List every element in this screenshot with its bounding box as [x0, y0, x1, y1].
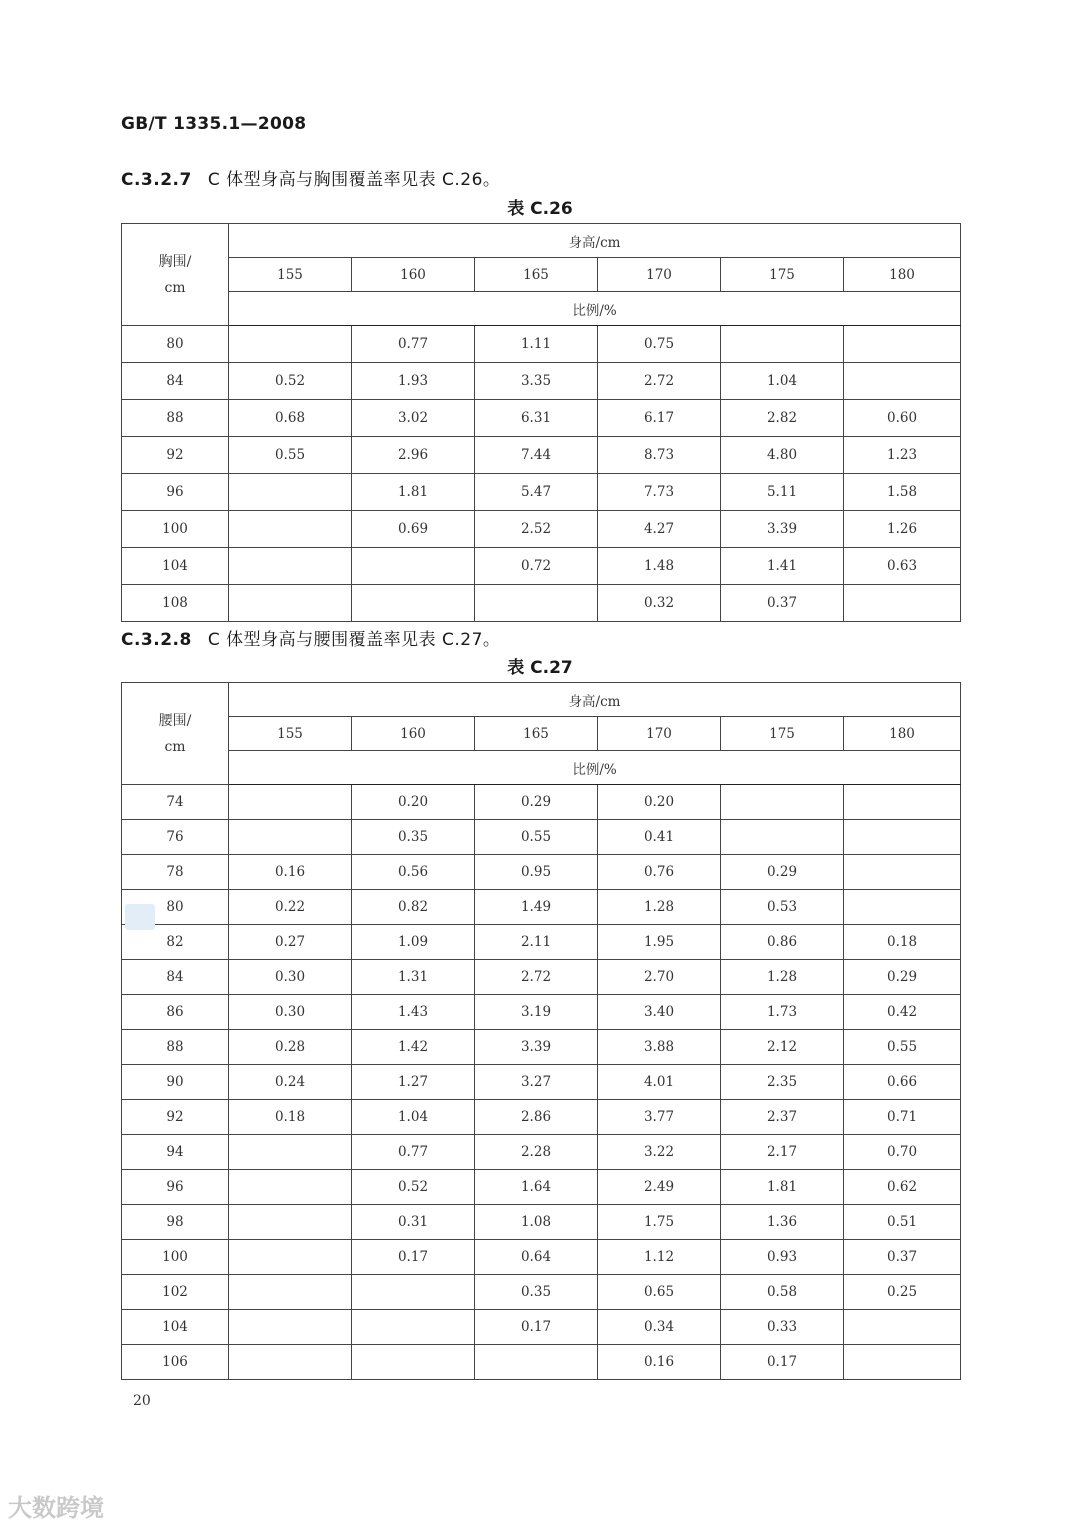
table-cell: 1.04 — [721, 363, 844, 400]
table-cell: 1.23 — [844, 437, 961, 474]
table-cell: 0.52 — [229, 363, 352, 400]
row-label: 100 — [122, 1240, 229, 1275]
unit-header: 比例/% — [229, 751, 961, 785]
table-cell: 0.58 — [721, 1275, 844, 1310]
table-cell: 0.20 — [352, 785, 475, 820]
watermark-logo — [8, 1488, 104, 1523]
table-cell: 2.28 — [475, 1135, 598, 1170]
table-cell: 0.68 — [229, 400, 352, 437]
table-cell: 1.42 — [352, 1030, 475, 1065]
row-header-unit: cm — [164, 738, 186, 755]
clause-c328 — [121, 625, 500, 650]
table-cell — [844, 1345, 961, 1380]
clause-c327 — [121, 165, 500, 190]
row-header — [122, 224, 229, 326]
col-group-header: 身高/cm — [229, 683, 961, 717]
table-row — [122, 548, 961, 585]
table-cell: 0.69 — [352, 511, 475, 548]
table-cell — [844, 855, 961, 890]
table-row — [122, 1240, 961, 1275]
table-cell: 0.64 — [475, 1240, 598, 1275]
table-cell — [844, 326, 961, 363]
table-cell — [844, 363, 961, 400]
table-cell: 1.73 — [721, 995, 844, 1030]
col-header: 155 — [229, 717, 352, 751]
table-cell: 2.82 — [721, 400, 844, 437]
row-label: 92 — [122, 437, 229, 474]
table-cell: 0.55 — [229, 437, 352, 474]
table-cell — [229, 1170, 352, 1205]
col-header: 170 — [598, 258, 721, 292]
table-cell: 0.93 — [721, 1240, 844, 1275]
table-cell: 0.30 — [229, 960, 352, 995]
table-row — [122, 326, 961, 363]
table-cell: 0.16 — [598, 1345, 721, 1380]
row-label: 80 — [122, 326, 229, 363]
row-label: 108 — [122, 585, 229, 622]
table-cell: 0.33 — [721, 1310, 844, 1345]
table-row — [122, 474, 961, 511]
row-label: 86 — [122, 995, 229, 1030]
table-cell: 1.48 — [598, 548, 721, 585]
table-row — [122, 1170, 961, 1205]
table-cell: 0.62 — [844, 1170, 961, 1205]
table-row — [122, 855, 961, 890]
clause-number: C.3.2.7 — [121, 170, 192, 190]
table-cell: 3.39 — [721, 511, 844, 548]
table-row — [122, 400, 961, 437]
table-cell — [229, 785, 352, 820]
table-row — [122, 1275, 961, 1310]
table-cell: 0.37 — [721, 585, 844, 622]
table-cell: 0.25 — [844, 1275, 961, 1310]
table-cell — [721, 326, 844, 363]
row-header-unit: cm — [164, 279, 186, 296]
table-row — [122, 1345, 961, 1380]
table-cell — [844, 785, 961, 820]
row-label: 96 — [122, 1170, 229, 1205]
table-cell: 0.77 — [352, 1135, 475, 1170]
clause-text: C 体型身高与胸围覆盖率见表 C.26。 — [207, 170, 501, 190]
table-cell: 0.17 — [352, 1240, 475, 1275]
table-c27 — [121, 682, 961, 1380]
table-cell — [475, 1345, 598, 1380]
table-cell — [721, 785, 844, 820]
standard-code: GB/T 1335.1—2008 — [121, 114, 307, 134]
table-cell: 0.18 — [844, 925, 961, 960]
table-cell: 0.75 — [598, 326, 721, 363]
table-cell — [352, 1345, 475, 1380]
table-cell: 0.51 — [844, 1205, 961, 1240]
table-cell: 0.27 — [229, 925, 352, 960]
table-cell: 0.17 — [475, 1310, 598, 1345]
table-cell: 7.73 — [598, 474, 721, 511]
table-cell: 1.04 — [352, 1100, 475, 1135]
col-header: 165 — [475, 258, 598, 292]
table-cell: 4.80 — [721, 437, 844, 474]
table-cell: 0.18 — [229, 1100, 352, 1135]
clause-number: C.3.2.8 — [121, 630, 192, 650]
table-cell: 4.01 — [598, 1065, 721, 1100]
table-cell: 0.35 — [352, 820, 475, 855]
col-group-header: 身高/cm — [229, 224, 961, 258]
table-cell: 1.41 — [721, 548, 844, 585]
table-cell: 0.22 — [229, 890, 352, 925]
table-cell: 3.40 — [598, 995, 721, 1030]
table-cell: 2.35 — [721, 1065, 844, 1100]
table-row — [122, 1205, 961, 1240]
table-cell: 0.82 — [352, 890, 475, 925]
table-row — [122, 1030, 961, 1065]
table-cell: 4.27 — [598, 511, 721, 548]
table-cell: 1.81 — [352, 474, 475, 511]
row-label: 98 — [122, 1205, 229, 1240]
table-cell — [229, 548, 352, 585]
table-row — [122, 363, 961, 400]
table-row — [122, 511, 961, 548]
table-cell: 2.17 — [721, 1135, 844, 1170]
table-cell: 0.63 — [844, 548, 961, 585]
table-cell: 0.66 — [844, 1065, 961, 1100]
table-cell: 0.42 — [844, 995, 961, 1030]
table-cell — [229, 326, 352, 363]
table-caption-c27: 表 C.27 — [507, 658, 573, 678]
col-header: 180 — [844, 717, 961, 751]
table-cell: 7.44 — [475, 437, 598, 474]
row-label: 82 — [122, 925, 229, 960]
table-cell: 2.96 — [352, 437, 475, 474]
col-header: 175 — [721, 258, 844, 292]
row-label: 80 — [122, 890, 229, 925]
table-cell: 3.88 — [598, 1030, 721, 1065]
table-cell: 1.28 — [598, 890, 721, 925]
table-cell: 1.64 — [475, 1170, 598, 1205]
table-row — [122, 1135, 961, 1170]
table-cell: 1.43 — [352, 995, 475, 1030]
row-label: 102 — [122, 1275, 229, 1310]
col-header: 155 — [229, 258, 352, 292]
table-cell: 0.31 — [352, 1205, 475, 1240]
table-row — [122, 437, 961, 474]
page-number: 20 — [133, 1393, 151, 1409]
table-cell: 0.17 — [721, 1345, 844, 1380]
table-cell: 5.47 — [475, 474, 598, 511]
table-cell — [352, 1275, 475, 1310]
table-cell: 2.49 — [598, 1170, 721, 1205]
table-cell — [229, 1345, 352, 1380]
table-row — [122, 1100, 961, 1135]
table-cell: 0.37 — [844, 1240, 961, 1275]
col-header: 165 — [475, 717, 598, 751]
row-label: 94 — [122, 1135, 229, 1170]
table-cell: 3.19 — [475, 995, 598, 1030]
table-cell: 0.35 — [475, 1275, 598, 1310]
table-cell — [352, 548, 475, 585]
table-cell: 1.26 — [844, 511, 961, 548]
table-row — [122, 1310, 961, 1345]
table-cell — [229, 511, 352, 548]
table-cell: 0.32 — [598, 585, 721, 622]
table-cell: 1.08 — [475, 1205, 598, 1240]
table-cell: 3.39 — [475, 1030, 598, 1065]
row-label: 74 — [122, 785, 229, 820]
row-label: 90 — [122, 1065, 229, 1100]
table-cell: 0.24 — [229, 1065, 352, 1100]
table-cell: 0.16 — [229, 855, 352, 890]
table-cell: 1.09 — [352, 925, 475, 960]
table-row — [122, 585, 961, 622]
table-cell: 3.35 — [475, 363, 598, 400]
table-row — [122, 960, 961, 995]
table-cell: 0.52 — [352, 1170, 475, 1205]
table-cell: 0.20 — [598, 785, 721, 820]
table-cell — [844, 1310, 961, 1345]
table-cell: 0.72 — [475, 548, 598, 585]
table-cell: 8.73 — [598, 437, 721, 474]
table-cell: 2.70 — [598, 960, 721, 995]
table-row — [122, 1065, 961, 1100]
row-label: 96 — [122, 474, 229, 511]
table-cell — [229, 474, 352, 511]
table-cell — [352, 585, 475, 622]
row-label: 106 — [122, 1345, 229, 1380]
table-cell: 2.72 — [598, 363, 721, 400]
row-label: 104 — [122, 548, 229, 585]
table-cell: 1.27 — [352, 1065, 475, 1100]
row-label: 88 — [122, 400, 229, 437]
table-row — [122, 890, 961, 925]
table-cell: 1.49 — [475, 890, 598, 925]
table-cell: 0.86 — [721, 925, 844, 960]
col-header: 160 — [352, 258, 475, 292]
table-cell: 0.60 — [844, 400, 961, 437]
row-header — [122, 683, 229, 785]
table-cell: 0.65 — [598, 1275, 721, 1310]
table-cell: 1.58 — [844, 474, 961, 511]
table-cell: 1.81 — [721, 1170, 844, 1205]
row-label: 92 — [122, 1100, 229, 1135]
row-header-label: 胸围/ — [158, 253, 192, 270]
table-cell: 1.28 — [721, 960, 844, 995]
table-cell: 1.31 — [352, 960, 475, 995]
table-cell — [352, 1310, 475, 1345]
table-cell — [844, 585, 961, 622]
watermark-text: 大数跨境 — [8, 1494, 104, 1522]
table-cell — [229, 820, 352, 855]
table-cell: 0.95 — [475, 855, 598, 890]
row-label: 78 — [122, 855, 229, 890]
table-cell: 1.12 — [598, 1240, 721, 1275]
table-cell: 0.29 — [475, 785, 598, 820]
row-label: 84 — [122, 960, 229, 995]
table-cell: 2.11 — [475, 925, 598, 960]
table-cell: 0.41 — [598, 820, 721, 855]
table-cell: 0.55 — [844, 1030, 961, 1065]
clause-text: C 体型身高与腰围覆盖率见表 C.27。 — [207, 630, 501, 650]
table-row — [122, 995, 961, 1030]
table-cell: 2.37 — [721, 1100, 844, 1135]
table-cell: 0.55 — [475, 820, 598, 855]
watermark-icon — [125, 904, 155, 930]
row-header-label: 腰围/ — [158, 712, 192, 729]
row-label: 88 — [122, 1030, 229, 1065]
table-cell: 6.17 — [598, 400, 721, 437]
row-label: 76 — [122, 820, 229, 855]
table-row — [122, 820, 961, 855]
col-header: 160 — [352, 717, 475, 751]
row-label: 84 — [122, 363, 229, 400]
row-label: 104 — [122, 1310, 229, 1345]
table-cell — [721, 820, 844, 855]
table-row — [122, 925, 961, 960]
row-label: 100 — [122, 511, 229, 548]
table-cell: 2.86 — [475, 1100, 598, 1135]
table-cell — [475, 585, 598, 622]
table-cell: 0.53 — [721, 890, 844, 925]
table-cell: 2.52 — [475, 511, 598, 548]
table-cell: 3.27 — [475, 1065, 598, 1100]
table-cell: 6.31 — [475, 400, 598, 437]
table-cell: 0.70 — [844, 1135, 961, 1170]
table-cell: 0.56 — [352, 855, 475, 890]
table-cell: 1.93 — [352, 363, 475, 400]
table-cell: 5.11 — [721, 474, 844, 511]
table-cell: 1.95 — [598, 925, 721, 960]
table-cell: 1.75 — [598, 1205, 721, 1240]
table-cell: 0.34 — [598, 1310, 721, 1345]
table-cell: 1.11 — [475, 326, 598, 363]
table-row — [122, 785, 961, 820]
table-cell: 0.30 — [229, 995, 352, 1030]
col-header: 170 — [598, 717, 721, 751]
table-cell: 3.77 — [598, 1100, 721, 1135]
table-c26 — [121, 223, 961, 622]
table-cell: 1.36 — [721, 1205, 844, 1240]
table-cell — [229, 1275, 352, 1310]
table-cell: 0.29 — [721, 855, 844, 890]
table-cell: 0.29 — [844, 960, 961, 995]
table-cell — [229, 1240, 352, 1275]
unit-header: 比例/% — [229, 292, 961, 326]
table-cell: 3.02 — [352, 400, 475, 437]
table-cell: 0.28 — [229, 1030, 352, 1065]
table-cell — [229, 1135, 352, 1170]
table-cell — [844, 820, 961, 855]
table-cell: 0.71 — [844, 1100, 961, 1135]
table-cell — [844, 890, 961, 925]
table-caption-c26: 表 C.26 — [507, 199, 573, 219]
table-cell: 2.72 — [475, 960, 598, 995]
table-cell: 0.77 — [352, 326, 475, 363]
table-cell — [229, 1205, 352, 1240]
col-header: 175 — [721, 717, 844, 751]
table-cell: 0.76 — [598, 855, 721, 890]
table-cell: 2.12 — [721, 1030, 844, 1065]
table-cell — [229, 1310, 352, 1345]
table-cell — [229, 585, 352, 622]
table-cell: 3.22 — [598, 1135, 721, 1170]
col-header: 180 — [844, 258, 961, 292]
